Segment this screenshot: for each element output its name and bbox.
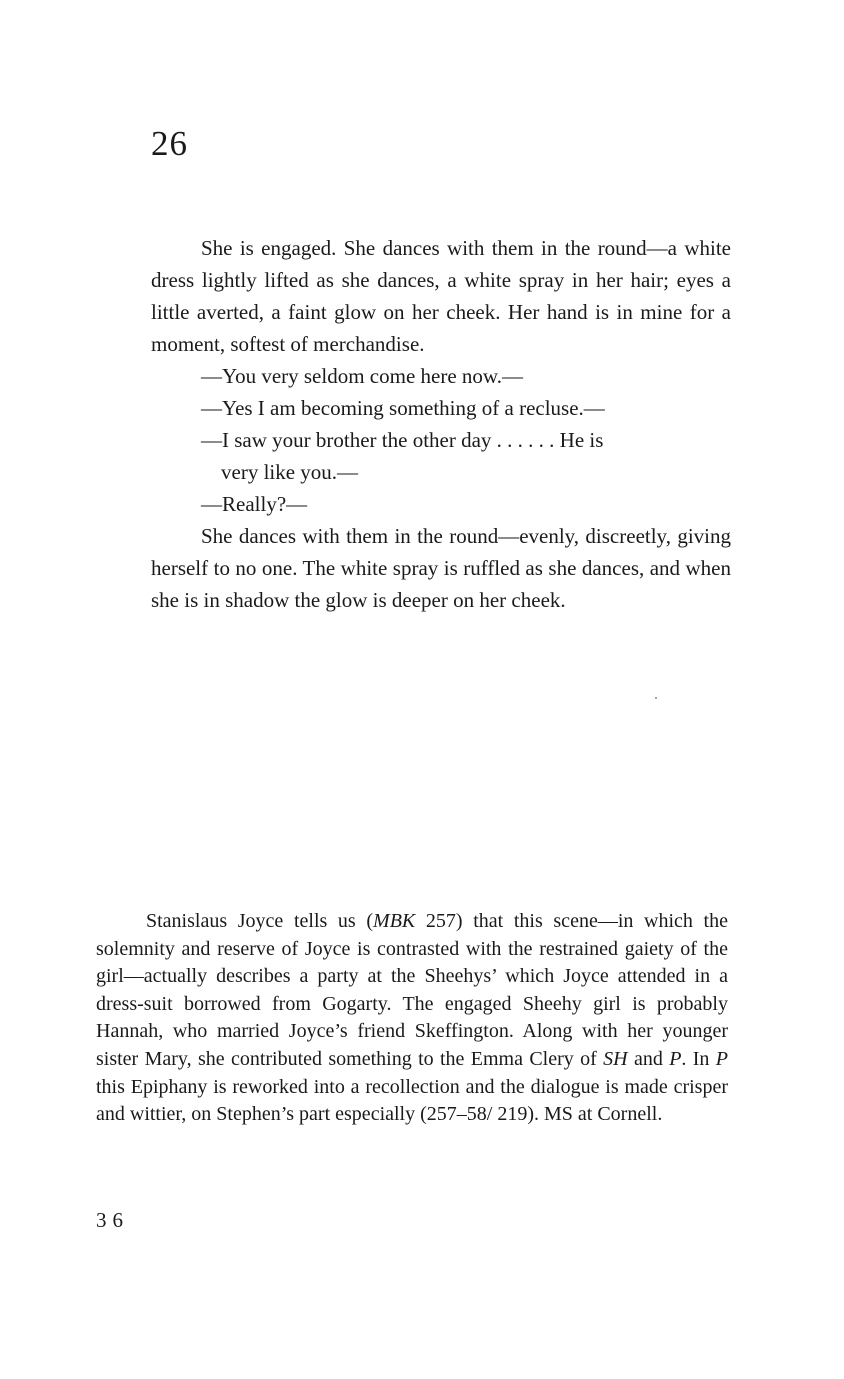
mbk-abbreviation: MBK xyxy=(373,910,416,932)
commentary-paragraph xyxy=(96,908,728,1129)
print-speck xyxy=(655,697,657,699)
page-number: 36 xyxy=(96,1208,129,1232)
opening-paragraph: She is engaged. She dances with them in the round—a white dress lightly lifted as she dances, a white spray in her hair; eyes a little averted, a faint glow on her cheek. Her hand is in mine for a moment, softest of merchandise. xyxy=(151,236,731,356)
commentary-text: and xyxy=(627,1047,670,1070)
dialogue-line: —Really?— xyxy=(201,492,308,516)
p-abbreviation: P xyxy=(715,1047,728,1070)
commentary-text: . In xyxy=(681,1047,716,1070)
sh-abbreviation: SH xyxy=(603,1047,628,1070)
closing-paragraph: She dances with them in the round—evenly, discreetly, giving herself to no one. The white spray is ruffled as she dances, and when she is in shadow the glow is deeper on her cheek. xyxy=(151,524,731,612)
commentary xyxy=(96,908,728,1129)
epiphany-number: 26 xyxy=(151,124,188,163)
dialogue-line: —I saw your brother the other day . . . . . . He is xyxy=(201,428,604,452)
p-abbreviation: P xyxy=(669,1047,682,1070)
dialogue-line: —You very seldom come here now.— xyxy=(201,364,523,388)
dialogue-line-continuation: very like you.— xyxy=(221,460,359,484)
commentary-text: Stanislaus Joyce tells us ( xyxy=(146,910,374,932)
dialogue-line: —Yes I am becoming something of a recluse.— xyxy=(201,396,605,420)
commentary-text: 257) that this scene—in which the solemnity and reserve of Joyce is contrasted with the restrained gaiety of the girl—actually describes a party at the Sheehys’ which Joyce attended in a dress-suit borrowed from Gogarty. The engaged Sheehy girl is probably Hannah, who married Joyce’s friend Skeffington. Along with her younger sister Mary, she contributed something to the Emma Clery of xyxy=(96,910,728,1070)
epiphany-text xyxy=(151,232,731,616)
commentary-text: this Epiphany is reworked into a recollection and the dialogue is made crisper and wittier, on Stephen’s part especially (257–58/ 219). MS at Cornell. xyxy=(96,1075,728,1126)
